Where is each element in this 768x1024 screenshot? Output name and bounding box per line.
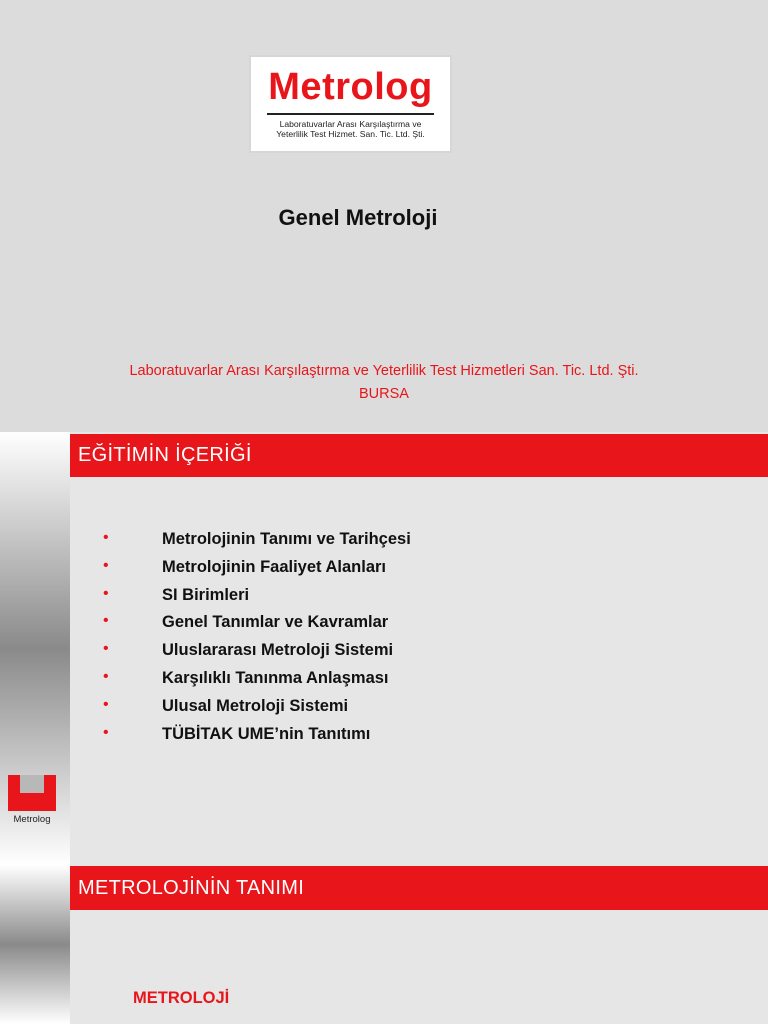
section-header-title: EĞİTİMİN İÇERİĞİ	[78, 444, 252, 466]
definition-heading: METROLOJİ	[133, 989, 230, 1007]
side-gradient-strip	[0, 865, 70, 1024]
list-item-text: Metrolojinin Faaliyet Alanları	[162, 557, 387, 576]
section-header-title: METROLOJİNİN TANIMI	[78, 877, 305, 899]
list-item-text: Genel Tanımlar ve Kavramlar	[162, 613, 389, 632]
bullet-icon: •	[103, 695, 109, 713]
bullet-icon: •	[103, 612, 109, 630]
logo-subtitle-line2: Yeterlilik Test Hizmet. San. Tic. Ltd. Şti.	[276, 129, 425, 139]
bullet-icon: •	[103, 529, 109, 546]
logo-mark-right	[44, 775, 56, 811]
list-item-text: Karşılıklı Tanınma Anlaşması	[162, 668, 389, 687]
bullet-icon: •	[103, 723, 109, 741]
title-slide	[0, 0, 768, 432]
company-city: BURSA	[359, 386, 409, 402]
bullet-icon: •	[103, 584, 109, 602]
logo-mark-top	[20, 775, 44, 793]
logo-wordmark: Metrolog	[268, 66, 433, 108]
section-header-bar	[70, 434, 768, 477]
definition-slide	[0, 865, 768, 1024]
contents-slide	[0, 432, 768, 865]
company-name: Laboratuvarlar Arası Karşılaştırma ve Yeterlilik Test Hizmetleri San. Tic. Ltd. Şti.	[129, 363, 639, 379]
side-logo-label: Metrolog	[13, 814, 51, 825]
bullet-icon: •	[103, 667, 109, 685]
metrolog-logo	[249, 55, 452, 153]
logo-subtitle	[255, 119, 446, 139]
section-header-bar	[70, 866, 768, 910]
logo-divider	[267, 113, 434, 115]
logo-mark-left	[8, 775, 20, 811]
logo-subtitle-line1: Laboratuvarlar Arası Karşılaştırma ve	[279, 119, 422, 129]
list-item-text: Uluslararası Metroloji Sistemi	[162, 641, 394, 660]
list-item-text: Metrolojinin Tanımı ve Tarihçesi	[162, 530, 411, 548]
logo-mark-bottom	[20, 793, 44, 811]
side-logo	[8, 775, 56, 831]
presentation-title: Genel Metroloji	[278, 205, 438, 230]
bullet-icon: •	[103, 640, 109, 658]
bullet-icon: •	[103, 556, 109, 574]
list-item-text: TÜBİTAK UME’nin Tanıtımı	[162, 724, 371, 743]
list-item-text: SI Birimleri	[162, 585, 250, 604]
list-item-text: Ulusal Metroloji Sistemi	[162, 696, 349, 715]
